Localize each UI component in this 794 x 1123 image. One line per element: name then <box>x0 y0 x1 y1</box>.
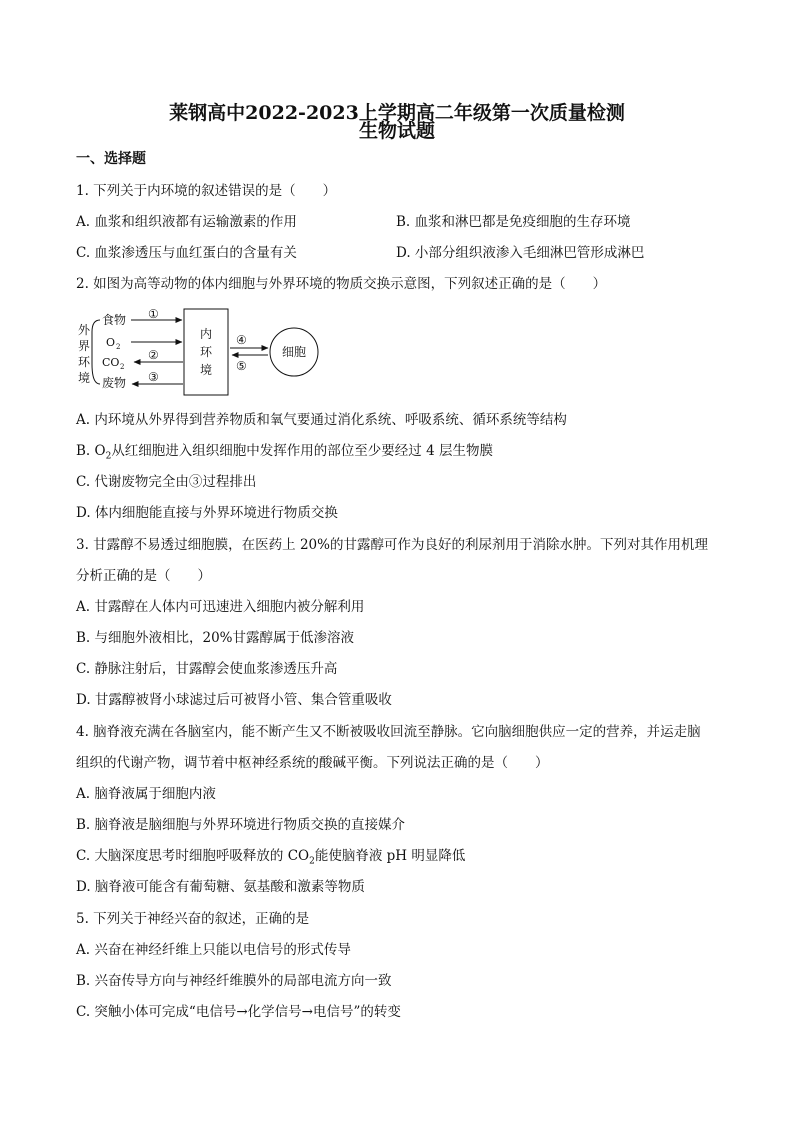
q2-option-b: B. $O_2$从红细胞进入组织细胞中发挥作用的部位至少要经过 4 层生物膜 <box>76 443 493 462</box>
q5-option-b: B. 兴奋传导方向与神经纤维膜外的局部电流方向一致 <box>76 973 392 989</box>
q1-option-b: B. 血浆和淋巴都是免疫细胞的生存环境 <box>396 214 631 230</box>
q3-stem-line1: 3. 甘露醇不易透过细胞膜，在医药上 20%的甘露醇可作为良好的利尿剂用于消除水肿。下列对其作用机理 <box>76 537 708 553</box>
outer-label-4: 境 <box>78 371 91 385</box>
label-o2: O <box>106 336 116 349</box>
q2-stem: 2. 如图为高等动物的体内细胞与外界环境的物质交换示意图，下列叙述正确的是（ ） <box>76 276 607 292</box>
outer-brace <box>92 320 100 384</box>
label-co2: CO <box>102 356 120 369</box>
q4-option-b: B. 脑脊液是脑细胞与外界环境进行物质交换的直接媒介 <box>76 817 406 833</box>
q4-stem-line2: 组织的代谢产物，调节着中枢神经系统的酸碱平衡。下列说法正确的是（ ） <box>76 755 549 771</box>
q4-stem-line1: 4. 脑脊液充满在各脑室内，能不断产生又不断被吸收回流至静脉。它向脑细胞供应一定的营养，并运走脑 <box>76 724 701 740</box>
page-subtitle: 生物试题 <box>358 120 435 142</box>
q1-option-c: C. 血浆渗透压与血红蛋白的含量有关 <box>76 245 297 261</box>
label-waste: 废物 <box>102 376 127 390</box>
label-food: 食物 <box>102 313 127 327</box>
process-3: ③ <box>148 370 159 384</box>
label-co2-sub: 2 <box>120 363 125 371</box>
process-2: ② <box>148 348 159 362</box>
cell-label: 细胞 <box>282 345 307 359</box>
process-5: ⑤ <box>236 359 247 373</box>
q1-stem: 1. 下列关于内环境的叙述错误的是（ ） <box>76 183 337 199</box>
q2-option-d: D. 体内细胞能直接与外界环境进行物质交换 <box>76 505 338 521</box>
q1-option-a: A. 血浆和组织液都有运输激素的作用 <box>76 214 297 230</box>
section-heading: 一、选择题 <box>76 151 146 167</box>
q3-option-a: A. 甘露醇在人体内可迅速进入细胞内被分解利用 <box>76 599 365 615</box>
q3-stem-line2: 分析正确的是（ ） <box>76 568 211 584</box>
q4-option-c: C. 大脑深度思考时细胞呼吸释放的 $CO_2$能使脑脊液 pH 明显降低 <box>76 848 466 867</box>
inner-label-3: 境 <box>200 363 213 377</box>
inner-label-2: 环 <box>200 345 213 359</box>
q2-option-c: C. 代谢废物完全由③过程排出 <box>76 474 257 490</box>
process-1: ① <box>148 307 159 321</box>
q3-option-d: D. 甘露醇被肾小球滤过后可被肾小管、集合管重吸收 <box>76 692 392 708</box>
q3-option-c: C. 静脉注射后，甘露醇会使血浆渗透压升高 <box>76 661 338 677</box>
q1-option-d: D. 小部分组织液渗入毛细淋巴管形成淋巴 <box>396 245 645 261</box>
q5-option-c: C. 突触小体可完成“电信号→化学信号→电信号”的转变 <box>76 1004 401 1020</box>
outer-label-2: 界 <box>78 339 91 353</box>
outer-label-1: 外 <box>78 323 91 337</box>
label-o2-sub: 2 <box>116 343 121 351</box>
page-title: 莱钢高中2022-2023上学期高二年级第一次质量检测 <box>169 102 625 124</box>
inner-label-1: 内 <box>200 327 213 341</box>
q4-option-d: D. 脑脊液可能含有葡萄糖、氨基酸和激素等物质 <box>76 879 365 895</box>
q5-option-a: A. 兴奋在神经纤维上只能以电信号的形式传导 <box>76 942 351 958</box>
process-4: ④ <box>236 333 247 347</box>
outer-label-3: 环 <box>78 355 91 369</box>
q2-option-a: A. 内环境从外界得到营养物质和氧气要通过消化系统、呼吸系统、循环系统等结构 <box>76 412 567 428</box>
q4-option-a: A. 脑脊液属于细胞内液 <box>76 786 216 802</box>
q5-stem: 5. 下列关于神经兴奋的叙述，正确的是 <box>76 911 310 927</box>
exchange-diagram <box>76 304 326 396</box>
q3-option-b: B. 与细胞外液相比，20%甘露醇属于低渗溶液 <box>76 630 355 646</box>
